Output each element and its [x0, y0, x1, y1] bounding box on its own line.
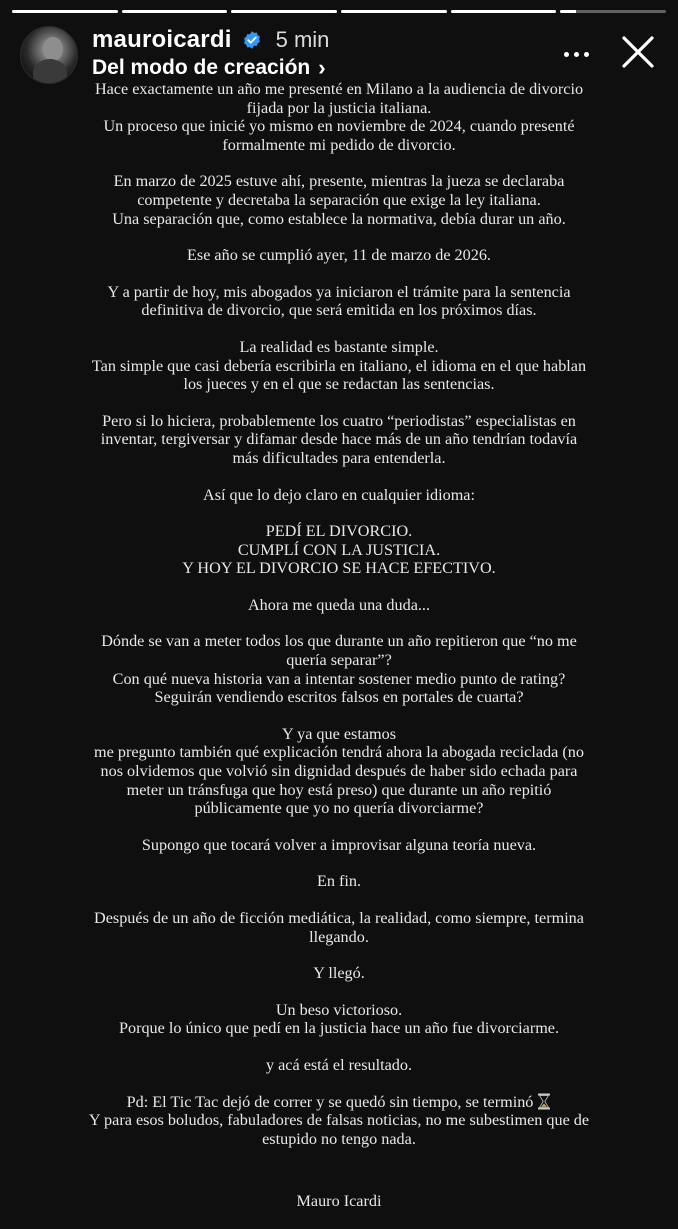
paragraph: [60, 412, 618, 468]
text-line: Porque lo único que pedí en la justicia hace un año fue divorciarme.: [118, 1019, 560, 1038]
username[interactable]: mauroicardi: [92, 26, 232, 53]
text-line: CUMPLÍ CON LA JUSTICIA.: [237, 540, 441, 559]
text-line: Un proceso que inicié yo mismo en noviembre de 2024, cuando presenté: [103, 117, 575, 136]
paragraph: [60, 725, 618, 818]
text-line: Y HOY EL DIVORCIO SE HACE EFECTIVO.: [182, 559, 496, 578]
verified-badge-icon: [242, 30, 262, 50]
text-line: En fin.: [316, 872, 362, 891]
user-line: [92, 26, 329, 54]
progress-segment: [231, 10, 337, 13]
paragraph: [60, 486, 618, 505]
text-line: Así que lo dejo claro en cualquier idioma:: [203, 485, 475, 504]
paragraph: [60, 338, 618, 394]
text-line: competente y decretaba la separación que exige la ley italiana.: [137, 190, 541, 209]
hourglass-icon: [537, 1093, 551, 1110]
paragraph: [60, 836, 618, 855]
text-line: En marzo de 2025 estuve ahí, presente, mientras la jueza se declaraba: [113, 172, 565, 191]
chevron-right-icon: ›: [318, 55, 326, 80]
text-line: PEDÍ EL DIVORCIO.: [265, 522, 413, 541]
text-line: Ahora me queda una duda...: [247, 595, 431, 614]
text-line: La realidad es bastante simple.: [239, 337, 439, 356]
story-text: [60, 80, 618, 1229]
signature: Mauro Icardi: [296, 1192, 382, 1211]
text-line: Con qué nueva historia van a intentar sostener medio punto de rating?: [112, 669, 566, 688]
text-line: Después de un año de ficción mediática, la realidad, como siempre, termina: [94, 909, 584, 927]
text-line: llegando.: [309, 927, 369, 946]
progress-segment: [560, 10, 666, 13]
text-line: Pd: El Tic Tac dejó de correr y se quedó sin tiempo, se terminó: [60, 1093, 618, 1112]
story-progress-bar: [12, 10, 666, 13]
paragraph: [60, 632, 618, 706]
progress-segment: [12, 10, 118, 13]
paragraph: [60, 283, 618, 320]
text-line: Hace exactamente un año me presenté en Milano a la audiencia de divorcio: [94, 80, 584, 98]
paragraph: [60, 909, 618, 946]
post-time: 5 min: [275, 27, 330, 52]
text-line: quería separar”?: [286, 651, 392, 670]
text-line: Supongo que tocará volver a improvisar alguna teoría nueva.: [141, 835, 537, 854]
text-line: Y para esos boludos, fabuladores de falsas noticias, no me subestimen que de: [88, 1111, 590, 1130]
progress-segment: [122, 10, 228, 13]
text-line: me pregunto también qué explicación tendrá ahora la abogada reciclada (no: [94, 743, 584, 762]
paragraph: [60, 596, 618, 615]
paragraph: [60, 872, 618, 891]
progress-segment: [451, 10, 557, 13]
text-line: Dónde se van a meter todos los que durante un año repitieron que “no me: [101, 632, 577, 651]
avatar[interactable]: [20, 26, 78, 84]
text-line: Y a partir de hoy, mis abogados ya iniciaron el trámite para la sentencia: [107, 282, 571, 301]
text-line: Y ya que estamos: [281, 724, 397, 743]
paragraph: [60, 1056, 618, 1075]
text-line: Seguirán vendiendo escritos falsos en portales de cuarta?: [154, 688, 524, 707]
text-line: nos olvidemos que volvió sin dignidad después de haber sido echada para: [100, 762, 578, 781]
more-options-icon[interactable]: [558, 40, 594, 68]
text-line: y acá está el resultado.: [265, 1055, 413, 1074]
text-line: inventar, tergiversar y difamar desde hace más de un año tendrían todavía: [100, 430, 578, 449]
text-line: Y llegó.: [313, 964, 365, 983]
story-header: [20, 22, 658, 82]
text-line: Un beso victorioso.: [275, 1000, 403, 1019]
text-line: públicamente que yo no quería divorciarme?: [194, 799, 484, 818]
text-line: Ese año se cumplió ayer, 11 de marzo de 2026.: [187, 246, 491, 265]
text-line: Tan simple que casi debería escribirla en italiano, el idioma en el que hablan: [91, 356, 587, 375]
paragraph: [60, 1001, 618, 1038]
paragraph: [60, 246, 618, 265]
text-line: más dificultades para entenderla.: [232, 448, 446, 467]
text-line: Una separación que, como establece la normativa, debía durar un año.: [112, 209, 566, 228]
text-line: meter un tránsfuga que hoy está preso) que durante un año repitió: [126, 780, 552, 799]
paragraph: [60, 522, 618, 578]
text-line: formalmente mi pedido de divorcio.: [222, 135, 456, 154]
progress-segment: [341, 10, 447, 13]
paragraph: [60, 1093, 618, 1149]
paragraph: [60, 964, 618, 983]
text-line: estupido no tengo nada.: [262, 1129, 416, 1148]
creation-mode-label: Del modo de creación: [92, 56, 311, 79]
paragraph: [60, 172, 618, 228]
text-line: Pero si lo hiciera, probablemente los cuatro “periodistas” especialistas en: [102, 411, 576, 430]
text-line: definitiva de divorcio, que será emitida en los próximos días.: [141, 301, 537, 320]
text-line: fijada por la justicia italiana.: [246, 98, 432, 117]
paragraph: [60, 80, 618, 154]
creation-mode-link[interactable]: [92, 56, 326, 80]
text-line: los jueces y en el que se redactan las sentencias.: [183, 375, 495, 394]
close-icon[interactable]: [618, 32, 658, 72]
